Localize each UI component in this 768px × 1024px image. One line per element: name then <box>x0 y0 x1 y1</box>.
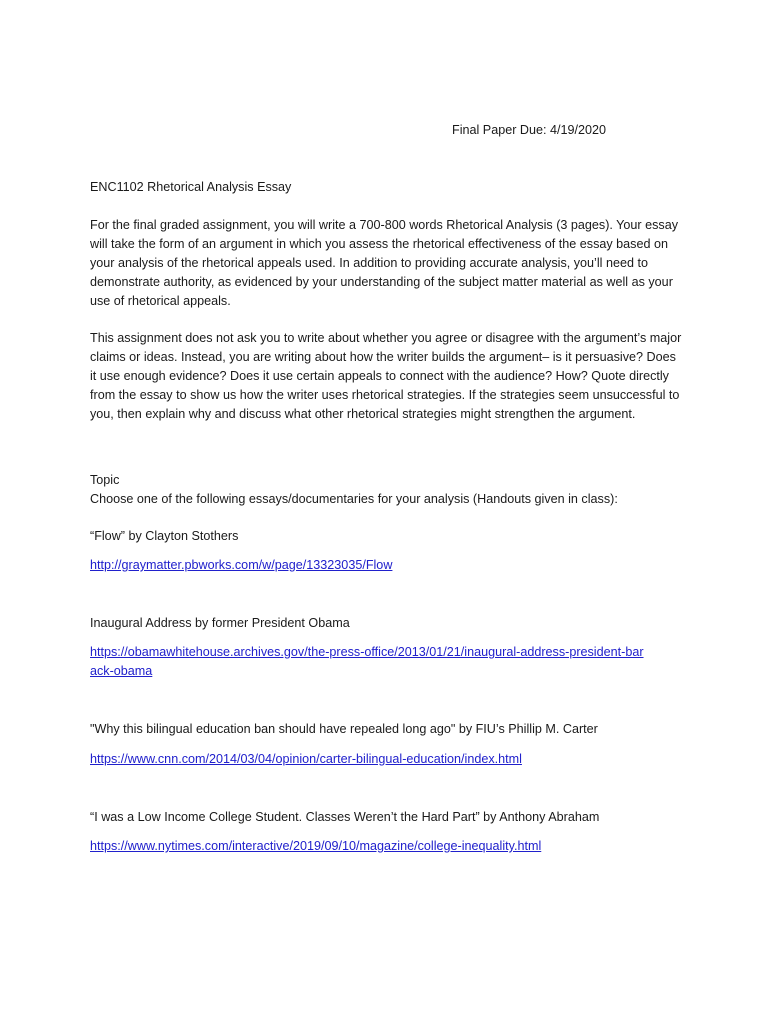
essay-link-abraham <box>90 837 541 856</box>
due-date: Final Paper Due: 4/19/2020 <box>452 123 607 137</box>
link-abraham[interactable]: https://www.nytimes.com/interactive/2019/09/10/magazine/college-inequality.html <box>90 839 542 853</box>
essay-title-flow: “Flow” by Clayton Stothers <box>90 529 239 543</box>
link-obama[interactable]: https://obamawhitehouse.archives.gov/the-press-office/2013/01/21/inaugural-address-president-barack-obama <box>90 645 644 678</box>
link-flow[interactable]: http://graymatter.pbworks.com/w/page/13323035/Flow <box>90 558 393 572</box>
paragraph-intro: For the final graded assignment, you will write a 700-800 words Rhetorical Analysis (3 pages). Your essay will take the form of an argument in which you assess the rhetorical effectiveness of the essay based on your analysis of the rhetorical appeals used. In addition to providing accurate analysis, you’ll need to demonstrate authority, as evidenced by your understanding of the subject matter material as well as your use of rhetorical appeals. <box>90 218 679 308</box>
document-title: ENC1102 Rhetorical Analysis Essay <box>90 180 292 194</box>
paragraph-instructions: This assignment does not ask you to write about whether you agree or disagree with the argument’s major claims or ideas. Instead, you are writing about how the writer builds the argument– is it persuasive? Does it use enough evidence? Does it use certain appeals to connect with the audience? How? Quote directly from the essay to show us how the writer uses rhetorical strategies. If the strategies seem unsuccessful to you, then explain why and discuss what other rhetorical strategies might strengthen the argument. <box>90 331 682 421</box>
link-carter[interactable]: https://www.cnn.com/2014/03/04/opinion/carter-bilingual-education/index.html <box>90 752 522 766</box>
essay-link-obama <box>90 643 650 681</box>
essay-link-flow <box>90 556 392 575</box>
essay-title-carter: "Why this bilingual education ban should have repealed long ago" by FIU’s Phillip M. Carter <box>90 722 598 736</box>
essay-title-obama: Inaugural Address by former President Obama <box>90 616 350 630</box>
topic-instruction: Choose one of the following essays/documentaries for your analysis (Handouts given in class): <box>90 492 618 506</box>
essay-title-abraham: “I was a Low Income College Student. Classes Weren’t the Hard Part” by Anthony Abraham <box>90 810 600 824</box>
essay-link-carter <box>90 750 522 769</box>
topic-heading: Topic <box>90 473 120 487</box>
